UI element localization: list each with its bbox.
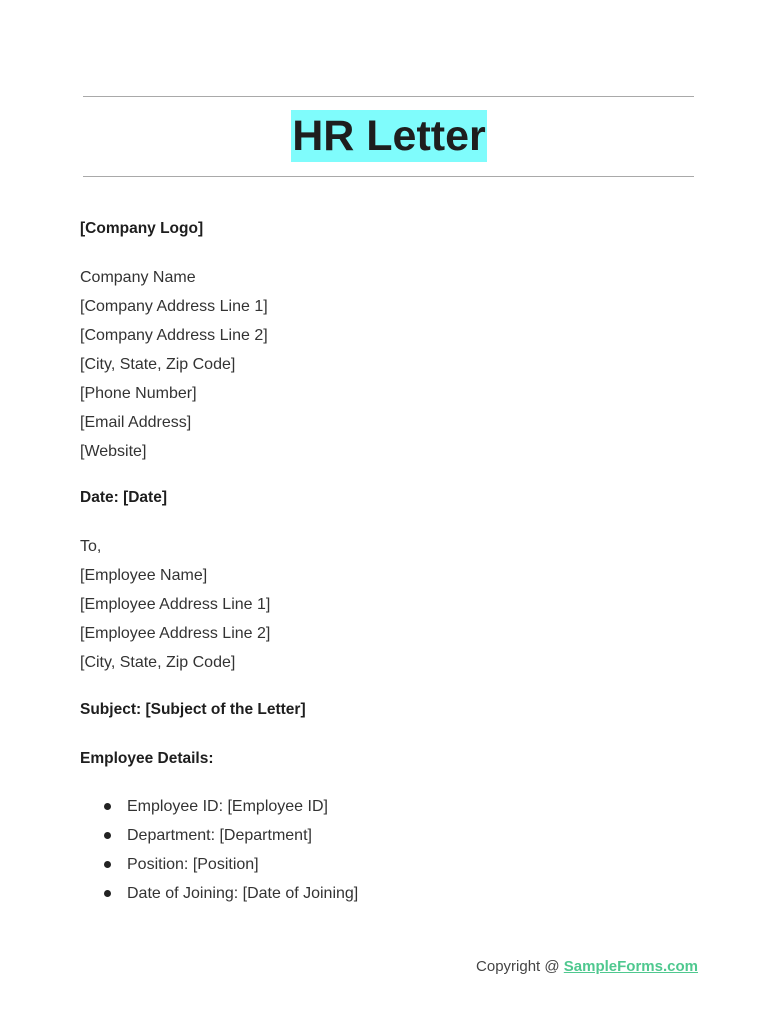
brand-link[interactable]: SampleForms.com (563, 958, 698, 975)
employee-details-heading: Employee Details: (80, 750, 214, 767)
company-website: [Website] (80, 443, 147, 460)
bullet-icon (104, 803, 111, 810)
company-address-1: [Company Address Line 1] (80, 298, 268, 315)
recipient-name: [Employee Name] (80, 567, 208, 584)
recipient-to: To, (80, 538, 102, 555)
company-info (80, 263, 268, 466)
list-item (80, 879, 358, 908)
company-name: Company Name (80, 269, 196, 286)
list-item-text: Date of Joining: [Date of Joining] (127, 885, 359, 902)
company-logo-placeholder: [Company Logo] (80, 220, 204, 237)
copyright-text: Copyright @ (476, 958, 564, 975)
letter-subject: Subject: [Subject of the Letter] (80, 701, 306, 718)
company-email: [Email Address] (80, 414, 192, 431)
recipient-city: [City, State, Zip Code] (80, 654, 236, 671)
recipient-info (80, 532, 270, 677)
bullet-icon (104, 890, 111, 897)
company-address-2: [Company Address Line 2] (80, 327, 268, 344)
top-divider (83, 96, 694, 97)
bullet-icon (104, 861, 111, 868)
recipient-address-2: [Employee Address Line 2] (80, 625, 271, 642)
page-title: HR Letter (292, 112, 486, 160)
recipient-address-1: [Employee Address Line 1] (80, 596, 271, 613)
list-item-text: Employee ID: [Employee ID] (127, 798, 328, 815)
list-item (80, 792, 358, 821)
company-phone: [Phone Number] (80, 385, 197, 402)
bullet-icon (104, 832, 111, 839)
company-city: [City, State, Zip Code] (80, 356, 236, 373)
copyright-footer (476, 958, 698, 975)
employee-details-list (80, 792, 358, 908)
list-item (80, 850, 358, 879)
list-item-text: Position: [Position] (127, 856, 259, 873)
letter-date: Date: [Date] (80, 489, 167, 506)
bottom-divider (83, 176, 694, 177)
list-item (80, 821, 358, 850)
list-item-text: Department: [Department] (127, 827, 312, 844)
